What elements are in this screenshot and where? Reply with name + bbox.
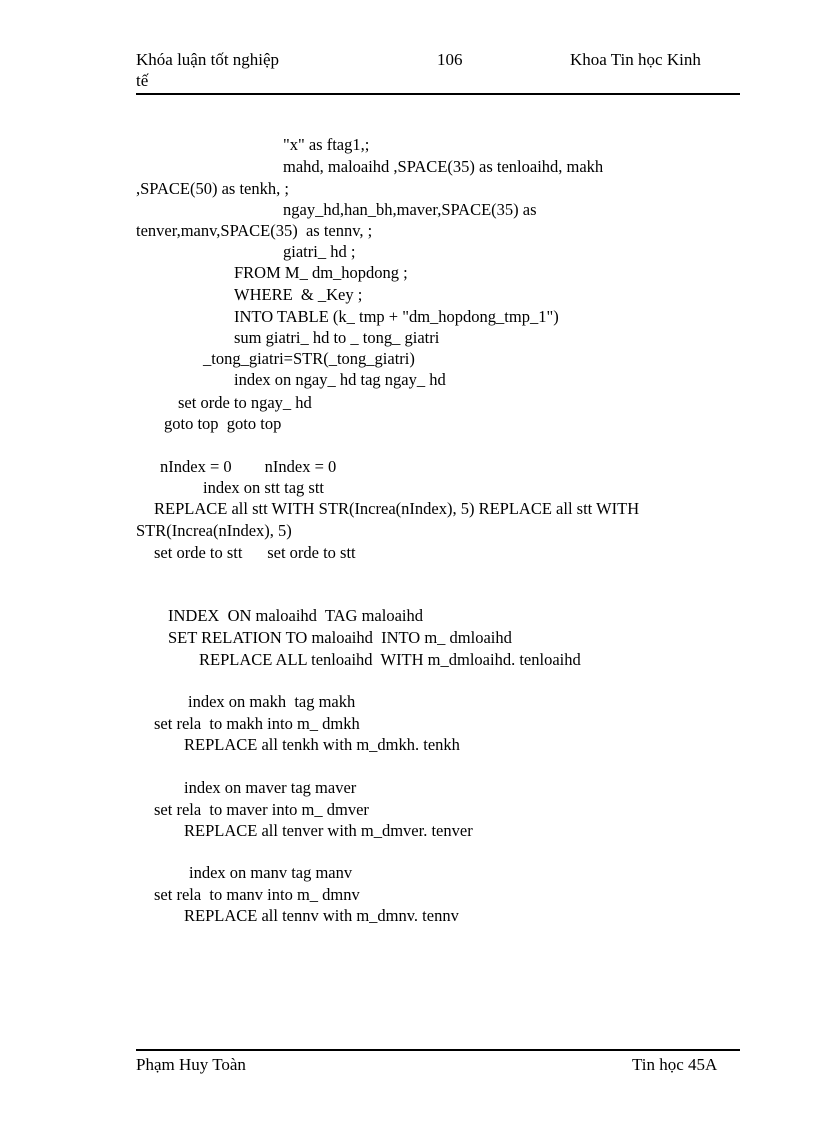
footer-author: Phạm Huy Toàn	[136, 1055, 246, 1074]
code-line: index on manv tag manv	[189, 863, 353, 882]
code-line: goto top goto top	[164, 414, 282, 433]
footer-rule	[136, 1049, 740, 1051]
code-line: REPLACE all tenver with m_dmver. tenver	[184, 821, 473, 840]
code-line: sum giatri_ hd to _ tong_ giatri	[234, 328, 440, 347]
code-line: set orde to stt set orde to stt	[154, 543, 356, 562]
header-left-text-wrap: tế	[136, 71, 149, 90]
header-left-text: Khóa luận tốt nghiệp	[136, 50, 280, 69]
code-line: FROM M_ dm_hopdong ;	[234, 263, 408, 282]
code-line: SET RELATION TO maloaihd INTO m_ dmloaihd	[168, 628, 512, 647]
code-line: mahd, maloaihd ,SPACE(35) as tenloaihd, makh	[283, 157, 604, 176]
code-line: index on makh tag makh	[188, 692, 356, 711]
code-line: tenver,manv,SPACE(35) as tennv, ;	[136, 221, 373, 240]
code-line: INTO TABLE (k_ tmp + "dm_hopdong_tmp_1")	[234, 307, 559, 326]
code-line: index on maver tag maver	[184, 778, 357, 797]
page-number: 106	[437, 50, 463, 69]
code-line: index on ngay_ hd tag ngay_ hd	[234, 370, 446, 389]
code-line: set rela to manv into m_ dmnv	[154, 885, 360, 904]
code-line: set orde to ngay_ hd	[178, 393, 312, 412]
code-line: REPLACE all tennv with m_dmnv. tennv	[184, 906, 459, 925]
code-line: nIndex = 0 nIndex = 0	[160, 457, 337, 476]
code-line: _tong_giatri=STR(_tong_giatri)	[203, 349, 415, 368]
code-line: WHERE & _Key ;	[234, 285, 363, 304]
code-line: index on stt tag stt	[203, 478, 324, 497]
code-line: ngay_hd,han_bh,maver,SPACE(35) as	[283, 200, 537, 219]
code-line: set rela to makh into m_ dmkh	[154, 714, 360, 733]
code-line: REPLACE all stt WITH STR(Increa(nIndex), 5) REPLACE all stt WITH	[154, 499, 640, 518]
code-line: STR(Increa(nIndex), 5)	[136, 521, 292, 540]
code-line: REPLACE all tenkh with m_dmkh. tenkh	[184, 735, 460, 754]
footer-class: Tin học 45A	[632, 1055, 718, 1074]
code-line: "x" as ftag1,;	[283, 135, 370, 154]
header-right-text: Khoa Tin học Kinh	[570, 50, 701, 69]
code-line: giatri_ hd ;	[283, 242, 356, 261]
code-line: REPLACE ALL tenloaihd WITH m_dmloaihd. tenloaihd	[199, 650, 581, 669]
code-line: INDEX ON maloaihd TAG maloaihd	[168, 606, 423, 625]
code-line: ,SPACE(50) as tenkh, ;	[136, 179, 289, 198]
code-line: set rela to maver into m_ dmver	[154, 800, 369, 819]
